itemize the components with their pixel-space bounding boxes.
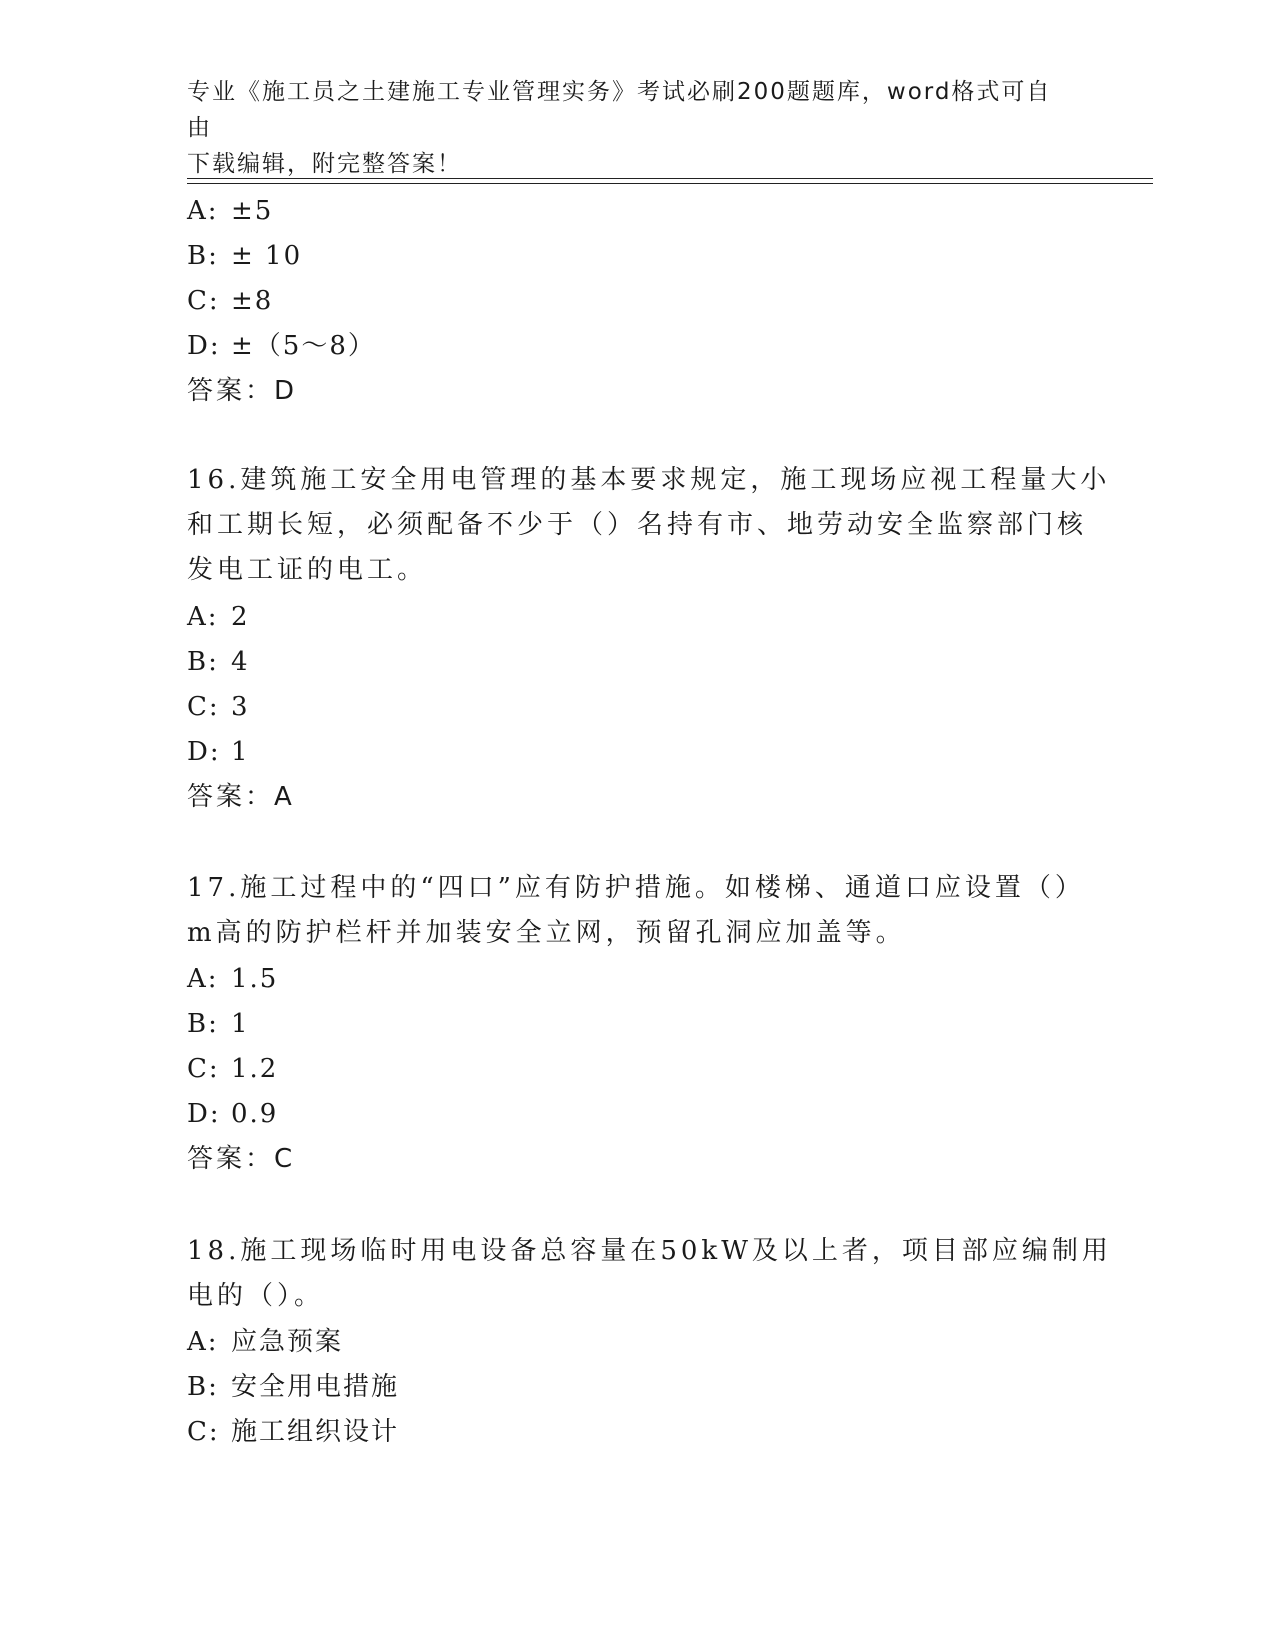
q17-option-a: [187, 962, 278, 996]
header-line-1: 专业《施工员之土建施工专业管理实务》考试必刷200题题库，word格式可自由: [187, 79, 1052, 141]
option-text: 2: [231, 602, 250, 632]
q17-option-b: [187, 1007, 250, 1041]
option-label: D:: [187, 331, 221, 361]
q15-option-a: [187, 194, 273, 228]
document-header: [187, 74, 1067, 182]
option-text: ±8: [231, 286, 274, 316]
q16-stem-line-1: 16.建筑施工安全用电管理的基本要求规定，施工现场应视工程量大小: [187, 465, 1111, 495]
q17-option-d: [187, 1097, 278, 1131]
q17-stem-line-1: 17.施工过程中的“四口”应有防护措施。如楼梯、通道口应设置（）: [187, 873, 1085, 903]
option-label: D:: [187, 737, 221, 767]
q15-option-b: [187, 239, 302, 273]
q16-answer: 答案：A: [187, 782, 295, 812]
q15-answer: 答案：D: [187, 376, 298, 406]
option-label: A:: [187, 1327, 219, 1357]
option-text: 应急预案: [231, 1327, 344, 1357]
option-text: 1: [231, 1009, 250, 1039]
option-label: B:: [187, 647, 219, 677]
q17-answer: 答案：C: [187, 1144, 296, 1174]
header-rule-top: [187, 178, 1153, 179]
option-text: ± 10: [231, 241, 303, 271]
q17-stem-line-2: m高的防护栏杆并加装安全立网，预留孔洞应加盖等。: [187, 918, 906, 948]
option-label: C:: [187, 286, 220, 316]
q16-stem-line-3: 发电工证的电工。: [187, 555, 428, 585]
option-text: 施工组织设计: [231, 1417, 400, 1447]
option-label: C:: [187, 1054, 220, 1084]
q17-option-c: [187, 1052, 278, 1086]
option-label: D:: [187, 1099, 221, 1129]
q18-option-a: [187, 1325, 343, 1359]
option-text: 4: [231, 647, 250, 677]
q16-option-a: [187, 600, 250, 634]
option-label: A:: [187, 196, 219, 226]
q16-option-d: [187, 735, 250, 769]
q18-stem-line-1: 18.施工现场临时用电设备总容量在50kW及以上者，项目部应编制用: [187, 1236, 1112, 1266]
header-line-2: 下载编辑，附完整答案！: [187, 151, 462, 177]
q18-stem-line-2: 电的（）。: [187, 1281, 325, 1311]
option-label: B:: [187, 1009, 219, 1039]
option-text: 安全用电措施: [231, 1372, 400, 1402]
option-text: 3: [231, 692, 250, 722]
q16-stem-line-2: 和工期长短，必须配备不少于（）名持有市、地劳动安全监察部门核: [187, 510, 1088, 540]
option-label: B:: [187, 1372, 219, 1402]
q18-option-c: [187, 1415, 399, 1449]
header-rule-bottom: [187, 183, 1153, 184]
q16-option-b: [187, 645, 250, 679]
q15-option-c: [187, 284, 273, 318]
option-label: C:: [187, 1417, 220, 1447]
option-label: C:: [187, 692, 220, 722]
q16-option-c: [187, 690, 250, 724]
option-label: A:: [187, 964, 219, 994]
option-label: A:: [187, 602, 219, 632]
option-text: 0.9: [231, 1099, 279, 1129]
q15-option-d: [187, 329, 376, 363]
q18-option-b: [187, 1370, 399, 1404]
option-label: B:: [187, 241, 219, 271]
option-text: 1: [231, 737, 250, 767]
option-text: ±（5～8）: [231, 331, 376, 361]
option-text: 1.2: [231, 1054, 279, 1084]
option-text: ±5: [231, 196, 274, 226]
option-text: 1.5: [231, 964, 279, 994]
